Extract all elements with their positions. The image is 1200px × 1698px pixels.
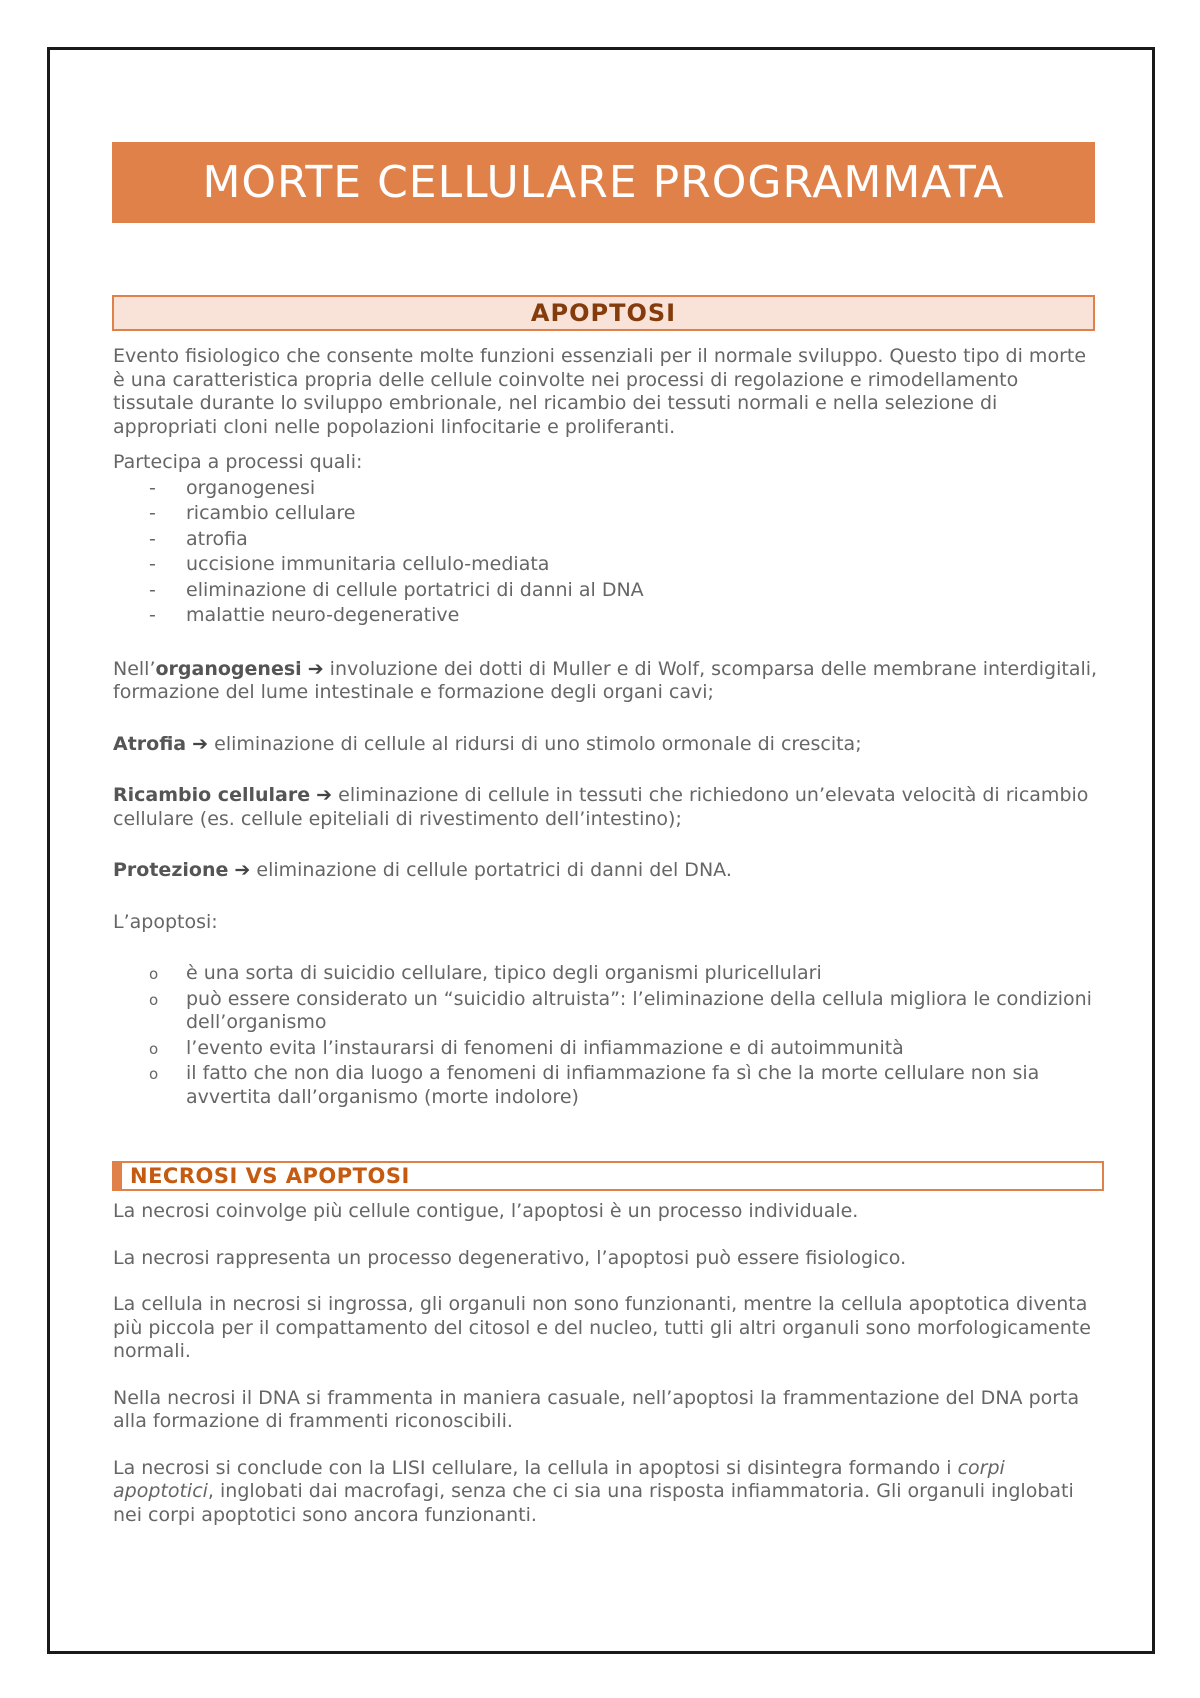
list-item: o può essere considerato un “suicidio altruista”: l’eliminazione della cellula migliora le condizioni dell’organismo xyxy=(149,987,1092,1033)
processes-label: Partecipa a processi quali: xyxy=(113,451,363,473)
list-item: o l’evento evita l’instaurarsi di fenomeni di infiammazione e di autoimmunità xyxy=(149,1036,904,1059)
atrofia-term: Atrofia xyxy=(113,732,187,755)
section-necrosi-body xyxy=(113,1200,1098,1550)
list-item: o è una sorta di suicidio cellulare, tipico degli organismi pluricellulari xyxy=(149,962,822,984)
list-item: - eliminazione di cellule portatrici di danni al DNA xyxy=(149,578,644,601)
comparison-paragraph: La cellula in necrosi si ingrossa, gli organuli non sono funzionanti, mentre la cellula apoptotica diventa più piccola per il compattamento del citosol e del nucleo, tutti gli altri organuli sono morfologicamente normali. xyxy=(113,1293,1091,1362)
comparison-paragraph: La necrosi si conclude con la LISI cellulare, la cellula in apoptosi si disintegra formando i corpi apoptotici, inglobati dai macrofagi, senza che ci sia una risposta infiammatoria. Gli organuli inglobati nei corpi apoptotici sono ancora funzionanti. xyxy=(113,1456,1074,1526)
arrow-right-icon: ➔ xyxy=(307,657,324,680)
organogenesi-paragraph: Nell’organogenesi ➔ involuzione dei dotti di Muller e di Wolf, scomparsa delle membrane interdigitali, formazione del lume intestinale e formazione degli organi cavi; xyxy=(113,657,1098,703)
list-item: o il fatto che non dia luogo a fenomeni di infiammazione fa sì che la morte cellulare non sia avvertita dall’organismo (morte indolore) xyxy=(149,1062,1040,1108)
protezione-paragraph: Protezione ➔ eliminazione di cellule portatrici di danni del DNA. xyxy=(113,859,732,881)
page-title: MORTE CELLULARE PROGRAMMATA xyxy=(112,142,1095,223)
apoptosi-points-list xyxy=(113,962,1098,1109)
list-item: - uccisione immunitaria cellulo-mediata xyxy=(149,553,550,575)
ricambio-paragraph: Ricambio cellulare ➔ eliminazione di cellule in tessuti che richiedono un’elevata velocità di ricambio cellulare (es. cellule epiteliali di rivestimento dell’intestino); xyxy=(113,784,1089,830)
list-item: - ricambio cellulare xyxy=(149,502,356,524)
organogenesi-term: organogenesi xyxy=(155,657,302,680)
arrow-right-icon: ➔ xyxy=(316,784,333,806)
processes-list xyxy=(113,477,1098,628)
apoptosi-label: L’apoptosi: xyxy=(113,910,218,933)
list-item: - atrofia xyxy=(149,527,248,550)
section-heading-necrosi-vs-apoptosi: NECROSI VS APOPTOSI xyxy=(112,1161,1104,1191)
corpi-apoptotici-term: corpi apoptotici xyxy=(113,1456,1005,1502)
list-item: - organogenesi xyxy=(149,476,316,499)
comparison-paragraph: Nella necrosi il DNA si frammenta in maniera casuale, nell’apoptosi la frammentazione del DNA porta alla formazione di frammenti riconoscibili. xyxy=(113,1386,1080,1432)
list-item: - malattie neuro-degenerative xyxy=(149,604,460,626)
intro-paragraph: Evento fisiologico che consente molte funzioni essenziali per il normale sviluppo. Questo tipo di morte è una caratteristica propria delle cellule coinvolte nei processi di regolazione e rimodellamento tissutale durante lo sviluppo embrionale, nel ricambio dei tessuti normali e nella selezione di appropriati cloni nelle popolazioni linfocitarie e proliferanti. xyxy=(113,345,1087,438)
arrow-right-icon: ➔ xyxy=(234,859,251,881)
arrow-right-icon: ➔ xyxy=(192,732,209,755)
atrofia-paragraph: Atrofia ➔ eliminazione di cellule al ridursi di uno stimolo ormonale di crescita; xyxy=(113,732,862,755)
comparison-paragraph: La necrosi rappresenta un processo degenerativo, l’apoptosi può essere fisiologico. xyxy=(113,1246,907,1269)
section-heading-apoptosi: APOPTOSI xyxy=(112,295,1095,331)
ricambio-term: Ricambio cellulare xyxy=(113,784,311,806)
comparison-paragraph: La necrosi coinvolge più cellule contigue, l’apoptosi è un processo individuale. xyxy=(113,1200,859,1222)
protezione-term: Protezione xyxy=(113,859,229,881)
section-apoptosi-body xyxy=(113,345,1098,1111)
